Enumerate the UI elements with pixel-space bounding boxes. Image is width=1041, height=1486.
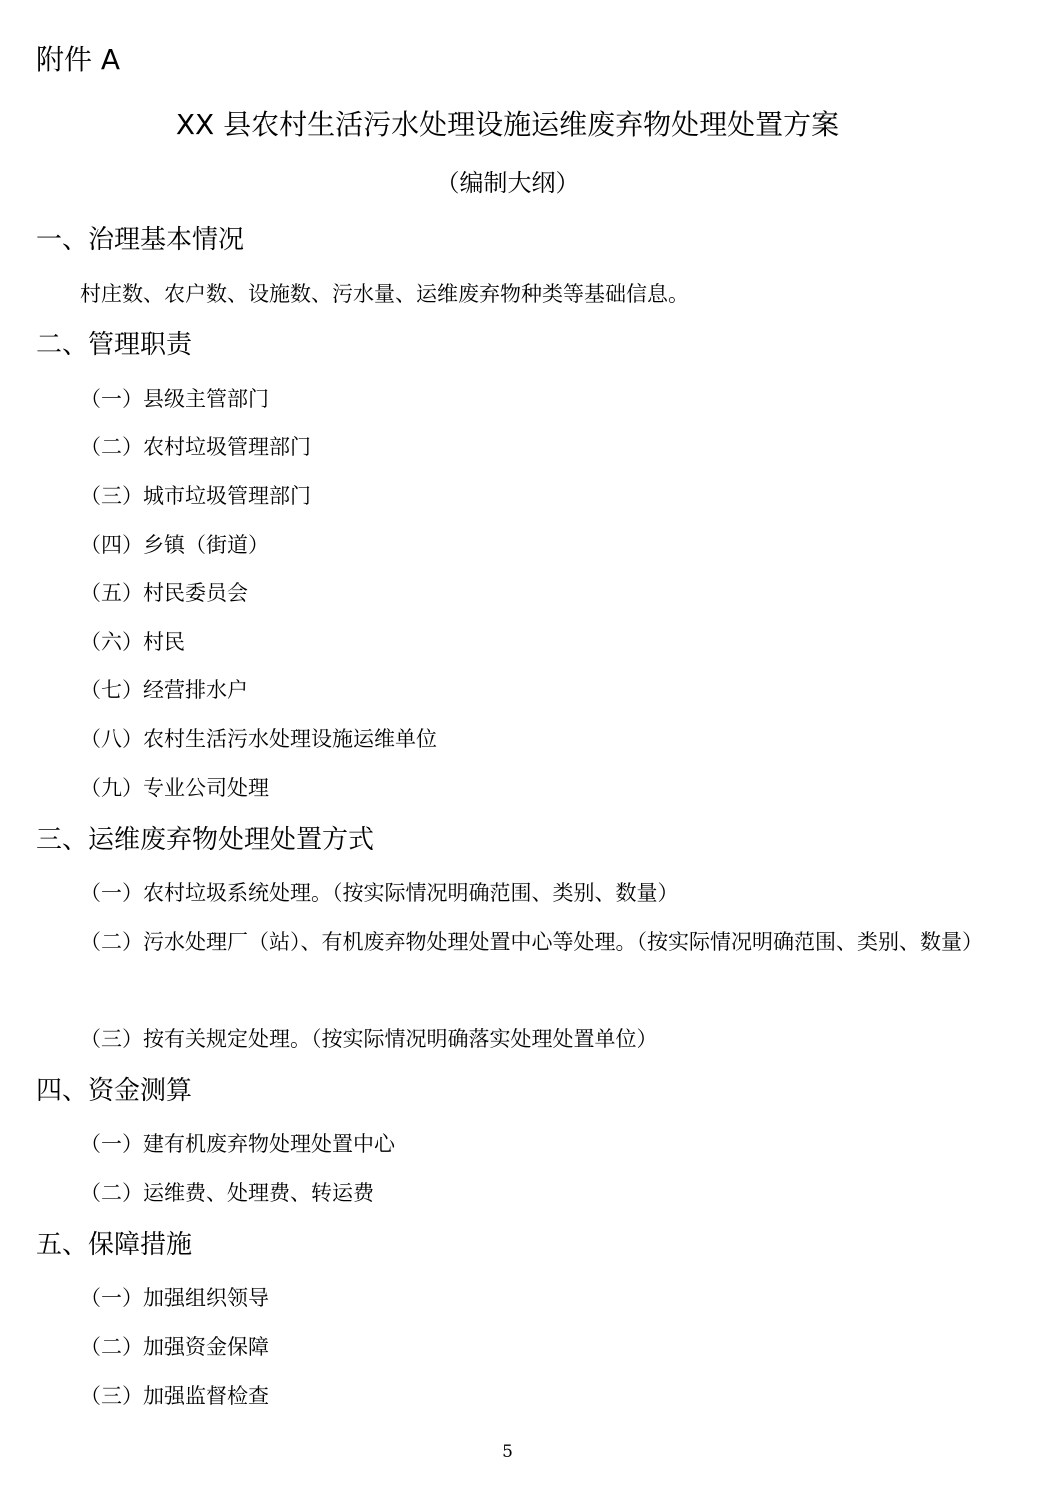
section-heading-responsibilities: 二、管理职责 — [36, 330, 193, 360]
list-item: （一）农村垃圾系统处理。（按实际情况明确范围、类别、数量） — [80, 881, 679, 905]
section-heading-safeguards: 五、保障措施 — [36, 1230, 193, 1260]
list-item: （八）农村生活污水处理设施运维单位 — [80, 727, 437, 751]
list-item: （二）农村垃圾管理部门 — [80, 435, 311, 459]
section-heading-fund-estimate: 四、资金测算 — [36, 1076, 193, 1106]
section-heading-disposal-methods: 三、运维废弃物处理处置方式 — [36, 825, 375, 855]
list-item: （三）城市垃圾管理部门 — [80, 484, 311, 508]
list-item: （四）乡镇（街道） — [80, 533, 269, 557]
list-item-wrapped: （二）污水处理厂（站）、有机废弃物处理处置中心等处理。（按实际情况明确范围、类别、数量） — [80, 930, 983, 954]
list-item: （六）村民 — [80, 630, 185, 654]
list-item: （九）专业公司处理 — [80, 776, 269, 800]
document-subtitle: （编制大纲） — [435, 169, 580, 197]
attachment-label: 附件 A — [36, 43, 121, 76]
list-item: （五）村民委员会 — [80, 581, 248, 605]
list-item: （七）经营排水户 — [80, 678, 248, 702]
list-item: （一）县级主管部门 — [80, 387, 269, 411]
page-number: 5 — [502, 1442, 513, 1462]
section-body-basic-situation: 村庄数、农户数、设施数、污水量、运维废弃物种类等基础信息。 — [80, 282, 689, 306]
list-item: （二）加强资金保障 — [80, 1335, 269, 1359]
list-item: （一）加强组织领导 — [80, 1286, 269, 1310]
list-item: （三）按有关规定处理。（按实际情况明确落实处理处置单位） — [80, 1027, 658, 1051]
document-title: XX 县农村生活污水处理设施运维废弃物处理处置方案 — [175, 108, 840, 141]
list-item: （二）运维费、处理费、转运费 — [80, 1181, 374, 1205]
list-item: （一）建有机废弃物处理处置中心 — [80, 1132, 395, 1156]
section-heading-basic-situation: 一、治理基本情况 — [36, 225, 245, 255]
list-item: （三）加强监督检查 — [80, 1384, 269, 1408]
